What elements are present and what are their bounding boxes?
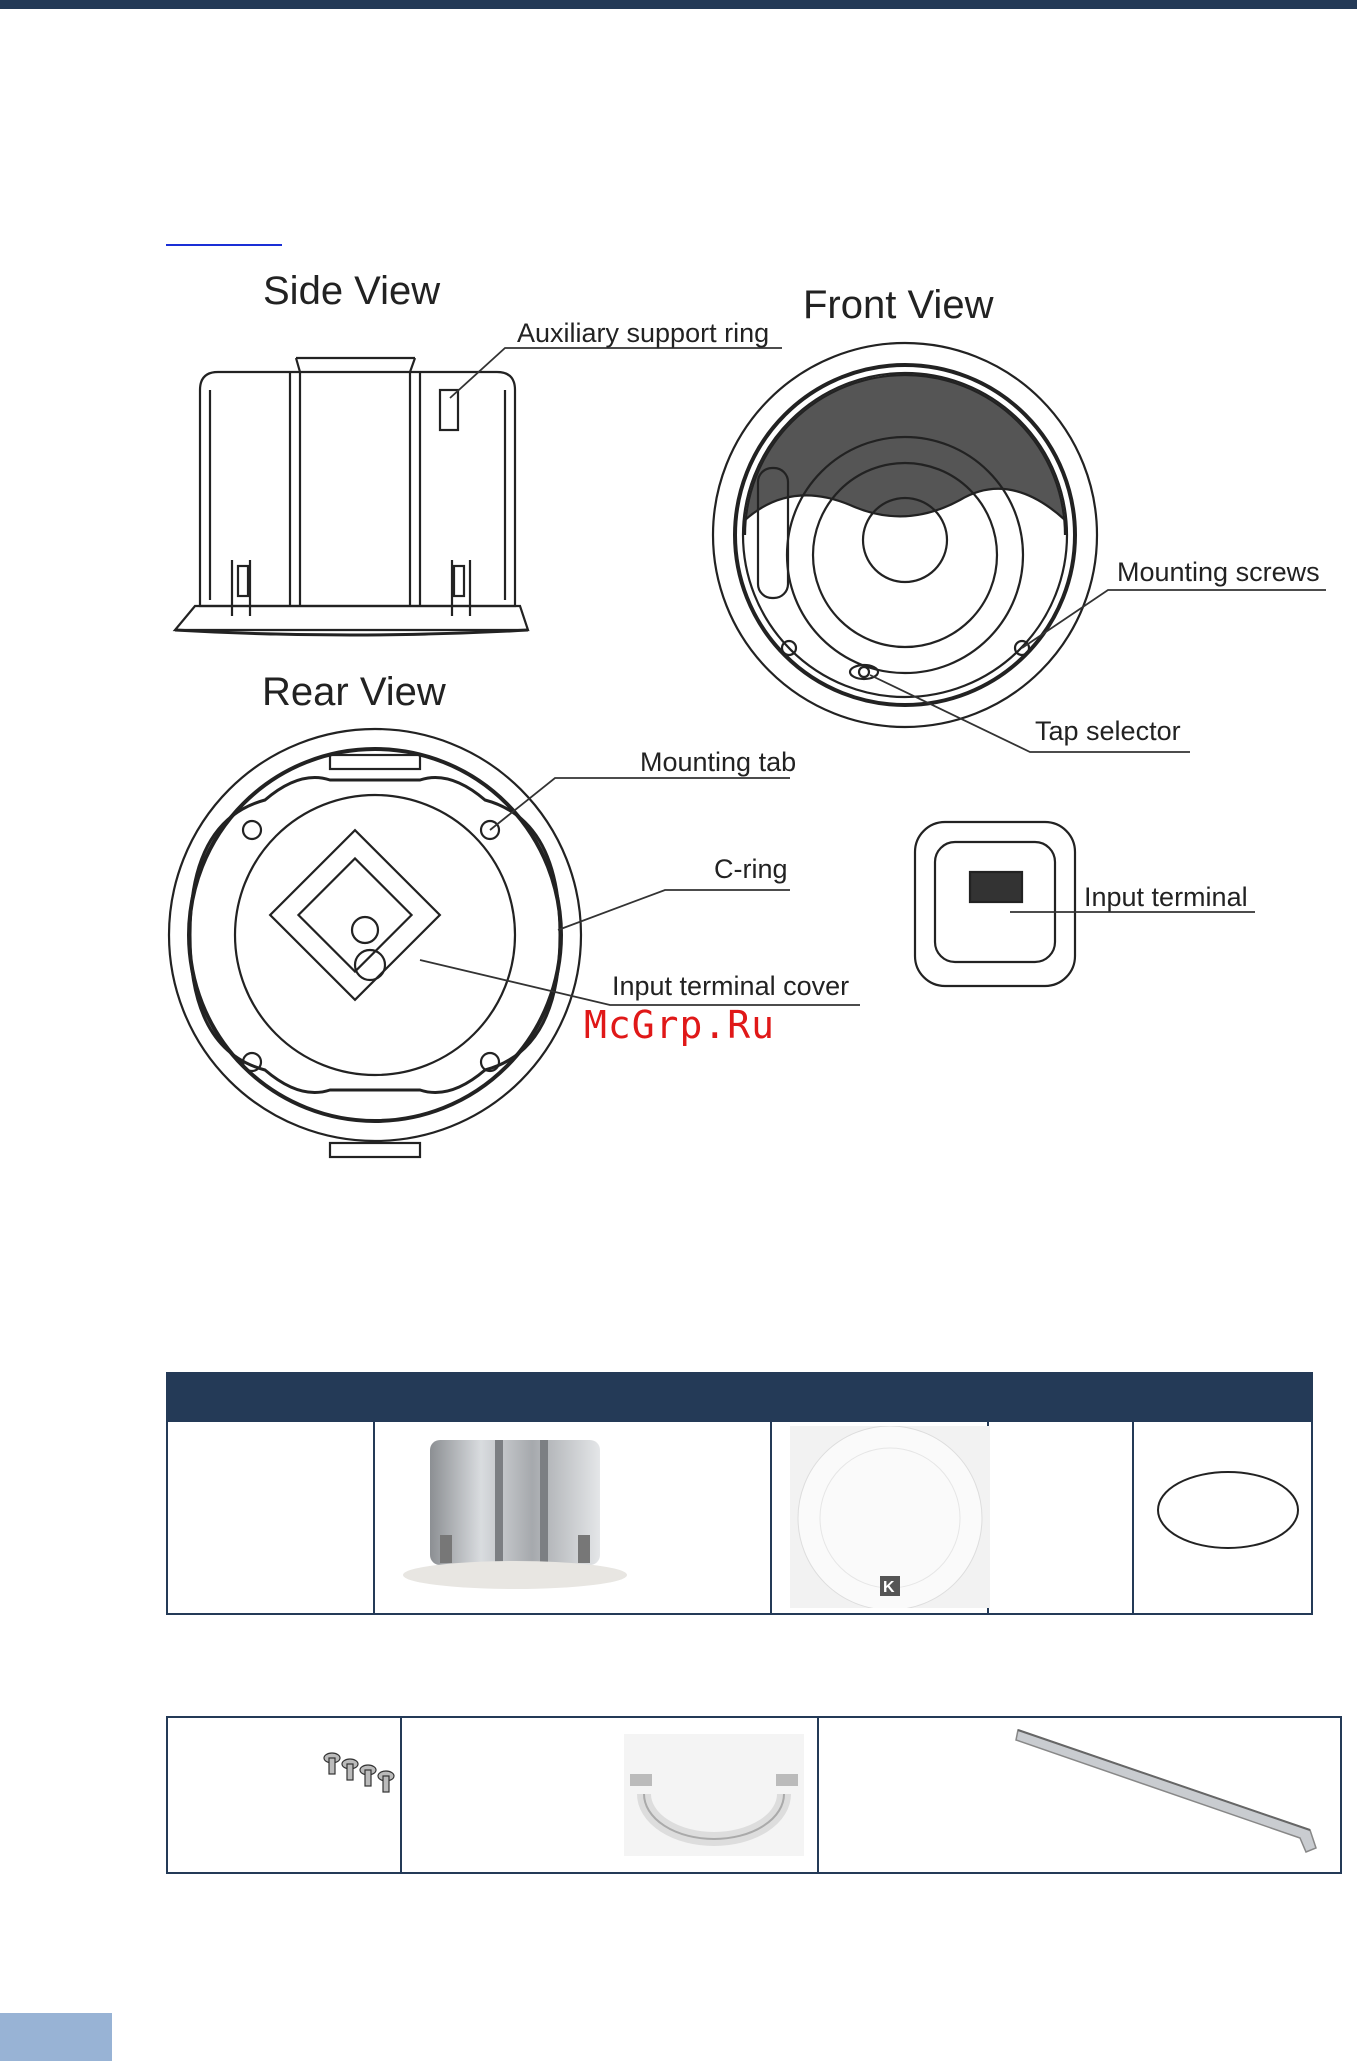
side-view-title: Side View <box>263 269 441 313</box>
front-view-title: Front View <box>803 283 994 327</box>
speaker-photo <box>400 1430 630 1600</box>
aux-ring-label: Auxiliary support ring <box>517 318 770 348</box>
c-ring-label: C-ring <box>714 854 788 884</box>
tap-selector-label: Tap selector <box>1035 716 1181 746</box>
mounting-tab-label: Mounting tab <box>640 747 797 777</box>
side-view-drawing <box>175 358 528 635</box>
brand-logo-letter: K <box>883 1579 895 1596</box>
grille-photo <box>790 1426 990 1608</box>
watermark: McGrp.Ru <box>584 1003 776 1047</box>
column-divider <box>373 1422 375 1613</box>
input-terminal-label: Input terminal <box>1084 882 1248 912</box>
column-divider <box>1132 1422 1134 1613</box>
c-ring-photo <box>624 1734 804 1856</box>
table-header-bar <box>166 1372 1313 1422</box>
rear-view-title: Rear View <box>262 670 446 714</box>
input-terminal-cover-label: Input terminal cover <box>612 971 850 1001</box>
mounting-screws-label: Mounting screws <box>1117 557 1320 587</box>
rear-view-drawing <box>169 729 581 1157</box>
column-divider <box>770 1422 772 1613</box>
page-number-tab <box>0 2013 112 2061</box>
package-contents-table <box>166 1372 1313 1617</box>
screws-photo <box>320 1748 402 1804</box>
table-body <box>166 1422 1313 1615</box>
c-ring-drawing <box>1153 1460 1303 1560</box>
front-view-drawing <box>713 343 1097 727</box>
accessories-table <box>166 1716 1342 1874</box>
column-divider <box>817 1718 819 1872</box>
rail-bar-photo <box>1010 1720 1336 1870</box>
input-terminal-drawing <box>915 822 1075 986</box>
